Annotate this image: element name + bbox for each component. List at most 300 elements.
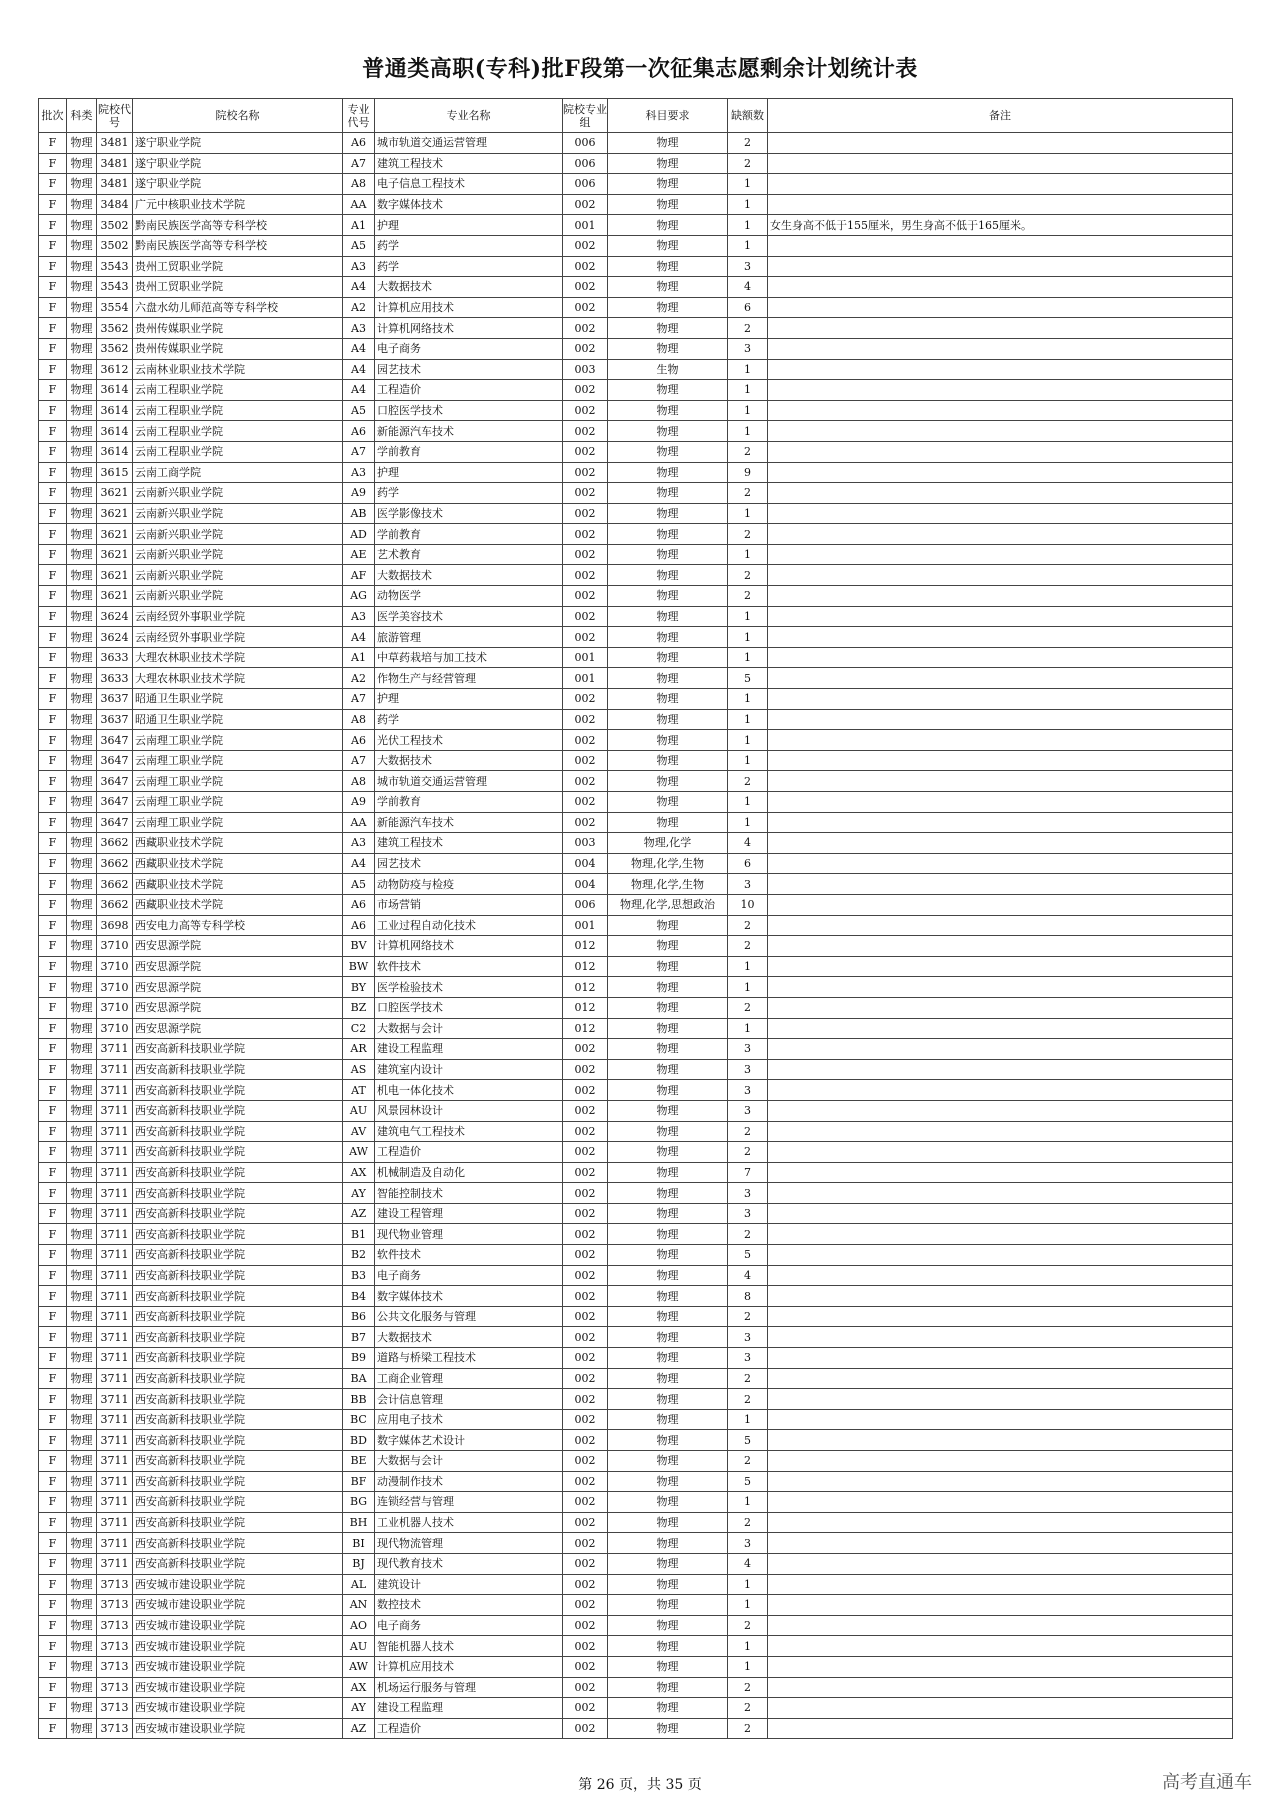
cell-category: 物理 (67, 1100, 97, 1121)
cell-category: 物理 (67, 421, 97, 442)
cell-category: 物理 (67, 1286, 97, 1307)
cell-category: 物理 (67, 1162, 97, 1183)
table-row (39, 750, 1233, 771)
cell-vacancy: 1 (728, 709, 768, 730)
cell-category: 物理 (67, 956, 97, 977)
table-row (39, 1162, 1233, 1183)
cell-school-name: 西安高新科技职业学院 (133, 1471, 343, 1492)
cell-category: 物理 (67, 359, 97, 380)
cell-school-code: 3502 (97, 215, 133, 236)
cell-school-name: 西安高新科技职业学院 (133, 1224, 343, 1245)
cell-major-code: A7 (343, 750, 375, 771)
cell-major-group: 002 (563, 1451, 608, 1472)
table-row (39, 1409, 1233, 1430)
cell-major-code: A6 (343, 915, 375, 936)
cell-subject-req: 物理 (608, 1059, 728, 1080)
table-row (39, 1327, 1233, 1348)
cell-school-name: 西安高新科技职业学院 (133, 1265, 343, 1286)
cell-school-code: 3562 (97, 338, 133, 359)
cell-subject-req: 物理 (608, 730, 728, 751)
cell-batch: F (39, 483, 67, 504)
table-row (39, 1389, 1233, 1410)
cell-category: 物理 (67, 1080, 97, 1101)
cell-school-code: 3647 (97, 771, 133, 792)
table-row (39, 997, 1233, 1018)
cell-major-name: 学前教育 (375, 524, 563, 545)
cell-major-code: BW (343, 956, 375, 977)
cell-major-group: 002 (563, 235, 608, 256)
table-row (39, 647, 1233, 668)
cell-major-group: 006 (563, 153, 608, 174)
cell-major-code: A6 (343, 730, 375, 751)
cell-school-code: 3481 (97, 153, 133, 174)
table-row (39, 956, 1233, 977)
cell-subject-req: 物理 (608, 1080, 728, 1101)
plan-table-container (38, 98, 1232, 1739)
cell-school-name: 西安电力高等专科学校 (133, 915, 343, 936)
cell-remarks (768, 235, 1233, 256)
cell-major-group: 002 (563, 1512, 608, 1533)
cell-major-code: BB (343, 1389, 375, 1410)
cell-subject-req: 物理 (608, 1574, 728, 1595)
cell-subject-req: 物理 (608, 524, 728, 545)
cell-school-name: 云南理工职业学院 (133, 750, 343, 771)
cell-major-name: 会计信息管理 (375, 1389, 563, 1410)
cell-vacancy: 1 (728, 1018, 768, 1039)
table-row (39, 524, 1233, 545)
cell-batch: F (39, 936, 67, 957)
cell-major-code: A4 (343, 853, 375, 874)
cell-batch: F (39, 1553, 67, 1574)
table-row (39, 1698, 1233, 1719)
cell-category: 物理 (67, 1389, 97, 1410)
table-row (39, 194, 1233, 215)
cell-major-code: AL (343, 1574, 375, 1595)
cell-major-group: 002 (563, 1306, 608, 1327)
cell-category: 物理 (67, 544, 97, 565)
cell-batch: F (39, 1306, 67, 1327)
cell-major-code: AF (343, 565, 375, 586)
cell-category: 物理 (67, 153, 97, 174)
cell-major-name: 数字媒体技术 (375, 1286, 563, 1307)
cell-batch: F (39, 1718, 67, 1739)
cell-major-code: B1 (343, 1224, 375, 1245)
cell-remarks (768, 977, 1233, 998)
header-batch: 批次 (39, 99, 67, 133)
cell-vacancy: 1 (728, 1574, 768, 1595)
cell-school-code: 3713 (97, 1615, 133, 1636)
table-row (39, 977, 1233, 998)
cell-major-code: A1 (343, 215, 375, 236)
cell-major-group: 002 (563, 1039, 608, 1060)
cell-major-name: 计算机网络技术 (375, 936, 563, 957)
cell-school-code: 3698 (97, 915, 133, 936)
cell-major-group: 002 (563, 1327, 608, 1348)
cell-school-name: 西安高新科技职业学院 (133, 1059, 343, 1080)
cell-major-group: 002 (563, 1286, 608, 1307)
cell-major-group: 002 (563, 750, 608, 771)
cell-subject-req: 物理 (608, 1553, 728, 1574)
cell-batch: F (39, 338, 67, 359)
table-row (39, 1718, 1233, 1739)
cell-major-code: AR (343, 1039, 375, 1060)
table-row (39, 668, 1233, 689)
cell-school-code: 3711 (97, 1286, 133, 1307)
table-row (39, 1059, 1233, 1080)
cell-remarks (768, 174, 1233, 195)
table-row (39, 380, 1233, 401)
cell-remarks (768, 503, 1233, 524)
cell-major-code: A8 (343, 174, 375, 195)
cell-batch: F (39, 215, 67, 236)
cell-category: 物理 (67, 1533, 97, 1554)
cell-major-code: BI (343, 1533, 375, 1554)
cell-subject-req: 物理 (608, 1265, 728, 1286)
cell-remarks (768, 1430, 1233, 1451)
cell-vacancy: 2 (728, 483, 768, 504)
cell-remarks (768, 730, 1233, 751)
cell-remarks (768, 133, 1233, 154)
cell-subject-req: 物理 (608, 338, 728, 359)
cell-major-group: 002 (563, 1574, 608, 1595)
cell-category: 物理 (67, 709, 97, 730)
cell-major-name: 建设工程监理 (375, 1039, 563, 1060)
cell-major-group: 012 (563, 997, 608, 1018)
cell-major-group: 002 (563, 1162, 608, 1183)
cell-school-name: 云南理工职业学院 (133, 792, 343, 813)
header-vacancy: 缺额数 (728, 99, 768, 133)
cell-remarks (768, 1512, 1233, 1533)
cell-remarks (768, 1203, 1233, 1224)
cell-category: 物理 (67, 894, 97, 915)
cell-batch: F (39, 1615, 67, 1636)
cell-subject-req: 物理 (608, 133, 728, 154)
cell-major-name: 医学影像技术 (375, 503, 563, 524)
cell-major-name: 公共文化服务与管理 (375, 1306, 563, 1327)
cell-major-group: 002 (563, 421, 608, 442)
cell-major-name: 园艺技术 (375, 359, 563, 380)
cell-remarks (768, 833, 1233, 854)
table-row (39, 1306, 1233, 1327)
cell-remarks (768, 297, 1233, 318)
cell-batch: F (39, 606, 67, 627)
cell-batch: F (39, 235, 67, 256)
header-school-name: 院校名称 (133, 99, 343, 133)
cell-remarks (768, 1018, 1233, 1039)
cell-major-name: 工商企业管理 (375, 1368, 563, 1389)
cell-batch: F (39, 1265, 67, 1286)
cell-school-name: 广元中核职业技术学院 (133, 194, 343, 215)
cell-major-code: AW (343, 1656, 375, 1677)
cell-school-code: 3711 (97, 1203, 133, 1224)
cell-vacancy: 1 (728, 421, 768, 442)
table-row (39, 421, 1233, 442)
cell-major-name: 建筑设计 (375, 1574, 563, 1595)
cell-school-name: 大理农林职业技术学院 (133, 647, 343, 668)
table-row (39, 544, 1233, 565)
table-row (39, 400, 1233, 421)
cell-major-name: 智能机器人技术 (375, 1636, 563, 1657)
table-row (39, 1451, 1233, 1472)
cell-category: 物理 (67, 1348, 97, 1369)
table-row (39, 833, 1233, 854)
cell-remarks (768, 874, 1233, 895)
cell-remarks (768, 894, 1233, 915)
cell-batch: F (39, 1142, 67, 1163)
cell-category: 物理 (67, 174, 97, 195)
cell-major-name: 电子商务 (375, 338, 563, 359)
cell-vacancy: 5 (728, 668, 768, 689)
table-row (39, 1636, 1233, 1657)
cell-major-name: 智能控制技术 (375, 1183, 563, 1204)
cell-school-code: 3711 (97, 1492, 133, 1513)
cell-school-code: 3711 (97, 1430, 133, 1451)
cell-major-group: 002 (563, 1100, 608, 1121)
cell-vacancy: 2 (728, 915, 768, 936)
cell-major-name: 现代物流管理 (375, 1533, 563, 1554)
cell-major-code: BY (343, 977, 375, 998)
cell-vacancy: 2 (728, 524, 768, 545)
cell-school-name: 贵州传媒职业学院 (133, 338, 343, 359)
cell-subject-req: 物理 (608, 1121, 728, 1142)
cell-category: 物理 (67, 1677, 97, 1698)
cell-batch: F (39, 1492, 67, 1513)
cell-school-name: 贵州工贸职业学院 (133, 277, 343, 298)
cell-major-name: 电子商务 (375, 1265, 563, 1286)
cell-school-code: 3711 (97, 1553, 133, 1574)
table-row (39, 1471, 1233, 1492)
cell-major-name: 机场运行服务与管理 (375, 1677, 563, 1698)
cell-school-name: 西安城市建设职业学院 (133, 1574, 343, 1595)
page-number: 第 26 页，共 35 页 (578, 1777, 702, 1793)
cell-vacancy: 3 (728, 1183, 768, 1204)
cell-major-code: A4 (343, 338, 375, 359)
cell-batch: F (39, 1636, 67, 1657)
cell-remarks (768, 792, 1233, 813)
cell-school-name: 云南新兴职业学院 (133, 524, 343, 545)
cell-remarks (768, 1059, 1233, 1080)
cell-school-name: 云南工商学院 (133, 462, 343, 483)
cell-batch: F (39, 1368, 67, 1389)
cell-major-code: AY (343, 1698, 375, 1719)
cell-major-name: 城市轨道交通运营管理 (375, 133, 563, 154)
cell-school-name: 西安高新科技职业学院 (133, 1203, 343, 1224)
cell-school-code: 3711 (97, 1162, 133, 1183)
cell-school-name: 云南新兴职业学院 (133, 483, 343, 504)
cell-major-code: B7 (343, 1327, 375, 1348)
cell-major-name: 大数据技术 (375, 750, 563, 771)
cell-school-name: 云南工程职业学院 (133, 400, 343, 421)
cell-vacancy: 3 (728, 338, 768, 359)
cell-batch: F (39, 1656, 67, 1677)
cell-school-code: 3711 (97, 1451, 133, 1472)
cell-category: 物理 (67, 503, 97, 524)
cell-batch: F (39, 503, 67, 524)
cell-school-name: 贵州工贸职业学院 (133, 256, 343, 277)
watermark: 高考直通车 (1162, 1772, 1252, 1793)
cell-subject-req: 物理 (608, 174, 728, 195)
cell-school-code: 3612 (97, 359, 133, 380)
cell-remarks (768, 1677, 1233, 1698)
cell-major-group: 002 (563, 318, 608, 339)
cell-school-name: 西安高新科技职业学院 (133, 1368, 343, 1389)
cell-remarks (768, 1286, 1233, 1307)
table-row (39, 1203, 1233, 1224)
table-row (39, 133, 1233, 154)
cell-major-group: 002 (563, 1203, 608, 1224)
cell-remarks (768, 1245, 1233, 1266)
table-row (39, 1492, 1233, 1513)
cell-major-code: C2 (343, 1018, 375, 1039)
cell-school-code: 3710 (97, 977, 133, 998)
cell-school-code: 3621 (97, 483, 133, 504)
cell-major-name: 机械制造及自动化 (375, 1162, 563, 1183)
cell-batch: F (39, 544, 67, 565)
cell-subject-req: 物理 (608, 936, 728, 957)
cell-school-code: 3647 (97, 750, 133, 771)
cell-category: 物理 (67, 277, 97, 298)
cell-vacancy: 4 (728, 833, 768, 854)
cell-major-group: 002 (563, 1677, 608, 1698)
cell-remarks (768, 421, 1233, 442)
cell-major-name: 城市轨道交通运营管理 (375, 771, 563, 792)
cell-major-name: 口腔医学技术 (375, 400, 563, 421)
cell-batch: F (39, 194, 67, 215)
cell-major-name: 护理 (375, 462, 563, 483)
table-row (39, 606, 1233, 627)
table-row (39, 730, 1233, 751)
cell-school-code: 3484 (97, 194, 133, 215)
cell-school-name: 云南经贸外事职业学院 (133, 606, 343, 627)
cell-major-group: 002 (563, 1059, 608, 1080)
cell-subject-req: 物理 (608, 256, 728, 277)
cell-batch: F (39, 1039, 67, 1060)
cell-major-code: AG (343, 586, 375, 607)
cell-batch: F (39, 771, 67, 792)
cell-vacancy: 10 (728, 894, 768, 915)
cell-major-code: A9 (343, 792, 375, 813)
cell-major-group: 002 (563, 1553, 608, 1574)
cell-subject-req: 物理 (608, 503, 728, 524)
cell-major-name: 市场营销 (375, 894, 563, 915)
cell-school-code: 3633 (97, 647, 133, 668)
cell-category: 物理 (67, 256, 97, 277)
cell-major-name: 建设工程管理 (375, 1203, 563, 1224)
cell-major-name: 大数据与会计 (375, 1018, 563, 1039)
cell-remarks (768, 318, 1233, 339)
cell-major-name: 作物生产与经营管理 (375, 668, 563, 689)
table-row (39, 1656, 1233, 1677)
table-body (39, 133, 1233, 1739)
cell-category: 物理 (67, 1142, 97, 1163)
cell-category: 物理 (67, 689, 97, 710)
cell-remarks (768, 750, 1233, 771)
cell-remarks (768, 1265, 1233, 1286)
cell-major-group: 012 (563, 977, 608, 998)
cell-remarks (768, 153, 1233, 174)
cell-school-code: 3614 (97, 400, 133, 421)
cell-remarks (768, 586, 1233, 607)
cell-school-code: 3710 (97, 936, 133, 957)
cell-major-group: 002 (563, 400, 608, 421)
cell-batch: F (39, 853, 67, 874)
cell-remarks (768, 1080, 1233, 1101)
cell-category: 物理 (67, 997, 97, 1018)
plan-table (38, 98, 1233, 1739)
cell-major-code: A5 (343, 235, 375, 256)
cell-category: 物理 (67, 606, 97, 627)
cell-remarks (768, 1615, 1233, 1636)
cell-school-name: 西安城市建设职业学院 (133, 1615, 343, 1636)
cell-remarks: 女生身高不低于155厘米，男生身高不低于165厘米。 (768, 215, 1233, 236)
cell-category: 物理 (67, 235, 97, 256)
cell-major-group: 006 (563, 894, 608, 915)
cell-major-group: 012 (563, 936, 608, 957)
cell-major-name: 计算机网络技术 (375, 318, 563, 339)
cell-remarks (768, 936, 1233, 957)
table-row (39, 709, 1233, 730)
cell-vacancy: 3 (728, 1100, 768, 1121)
cell-school-name: 西安思源学院 (133, 936, 343, 957)
cell-vacancy: 2 (728, 1389, 768, 1410)
cell-remarks (768, 668, 1233, 689)
cell-school-name: 西安高新科技职业学院 (133, 1533, 343, 1554)
cell-vacancy: 1 (728, 1595, 768, 1616)
cell-subject-req: 物理 (608, 462, 728, 483)
cell-school-name: 黔南民族医学高等专科学校 (133, 215, 343, 236)
cell-school-name: 云南理工职业学院 (133, 730, 343, 751)
cell-category: 物理 (67, 1471, 97, 1492)
cell-major-name: 药学 (375, 483, 563, 504)
cell-subject-req: 物理 (608, 380, 728, 401)
table-row (39, 256, 1233, 277)
cell-major-code: A4 (343, 359, 375, 380)
cell-category: 物理 (67, 1245, 97, 1266)
cell-vacancy: 2 (728, 1368, 768, 1389)
cell-major-name: 学前教育 (375, 792, 563, 813)
cell-subject-req: 物理,化学,生物 (608, 853, 728, 874)
table-row (39, 1265, 1233, 1286)
table-row (39, 1574, 1233, 1595)
cell-major-group: 002 (563, 709, 608, 730)
table-row (39, 1553, 1233, 1574)
cell-remarks (768, 709, 1233, 730)
cell-vacancy: 9 (728, 462, 768, 483)
cell-batch: F (39, 1471, 67, 1492)
table-row (39, 1348, 1233, 1369)
cell-major-code: A3 (343, 606, 375, 627)
cell-subject-req: 物理 (608, 586, 728, 607)
cell-category: 物理 (67, 1656, 97, 1677)
cell-major-code: A7 (343, 153, 375, 174)
cell-subject-req: 物理 (608, 1718, 728, 1739)
cell-school-name: 云南新兴职业学院 (133, 586, 343, 607)
cell-major-code: AY (343, 1183, 375, 1204)
cell-vacancy: 2 (728, 153, 768, 174)
cell-remarks (768, 400, 1233, 421)
cell-vacancy: 3 (728, 1203, 768, 1224)
cell-major-group: 002 (563, 503, 608, 524)
cell-subject-req: 物理 (608, 441, 728, 462)
header-subject-req: 科目要求 (608, 99, 728, 133)
table-row (39, 1080, 1233, 1101)
cell-batch: F (39, 1080, 67, 1101)
cell-subject-req: 物理 (608, 1142, 728, 1163)
cell-school-code: 3711 (97, 1080, 133, 1101)
table-row (39, 503, 1233, 524)
cell-major-group: 002 (563, 1595, 608, 1616)
cell-school-code: 3637 (97, 709, 133, 730)
